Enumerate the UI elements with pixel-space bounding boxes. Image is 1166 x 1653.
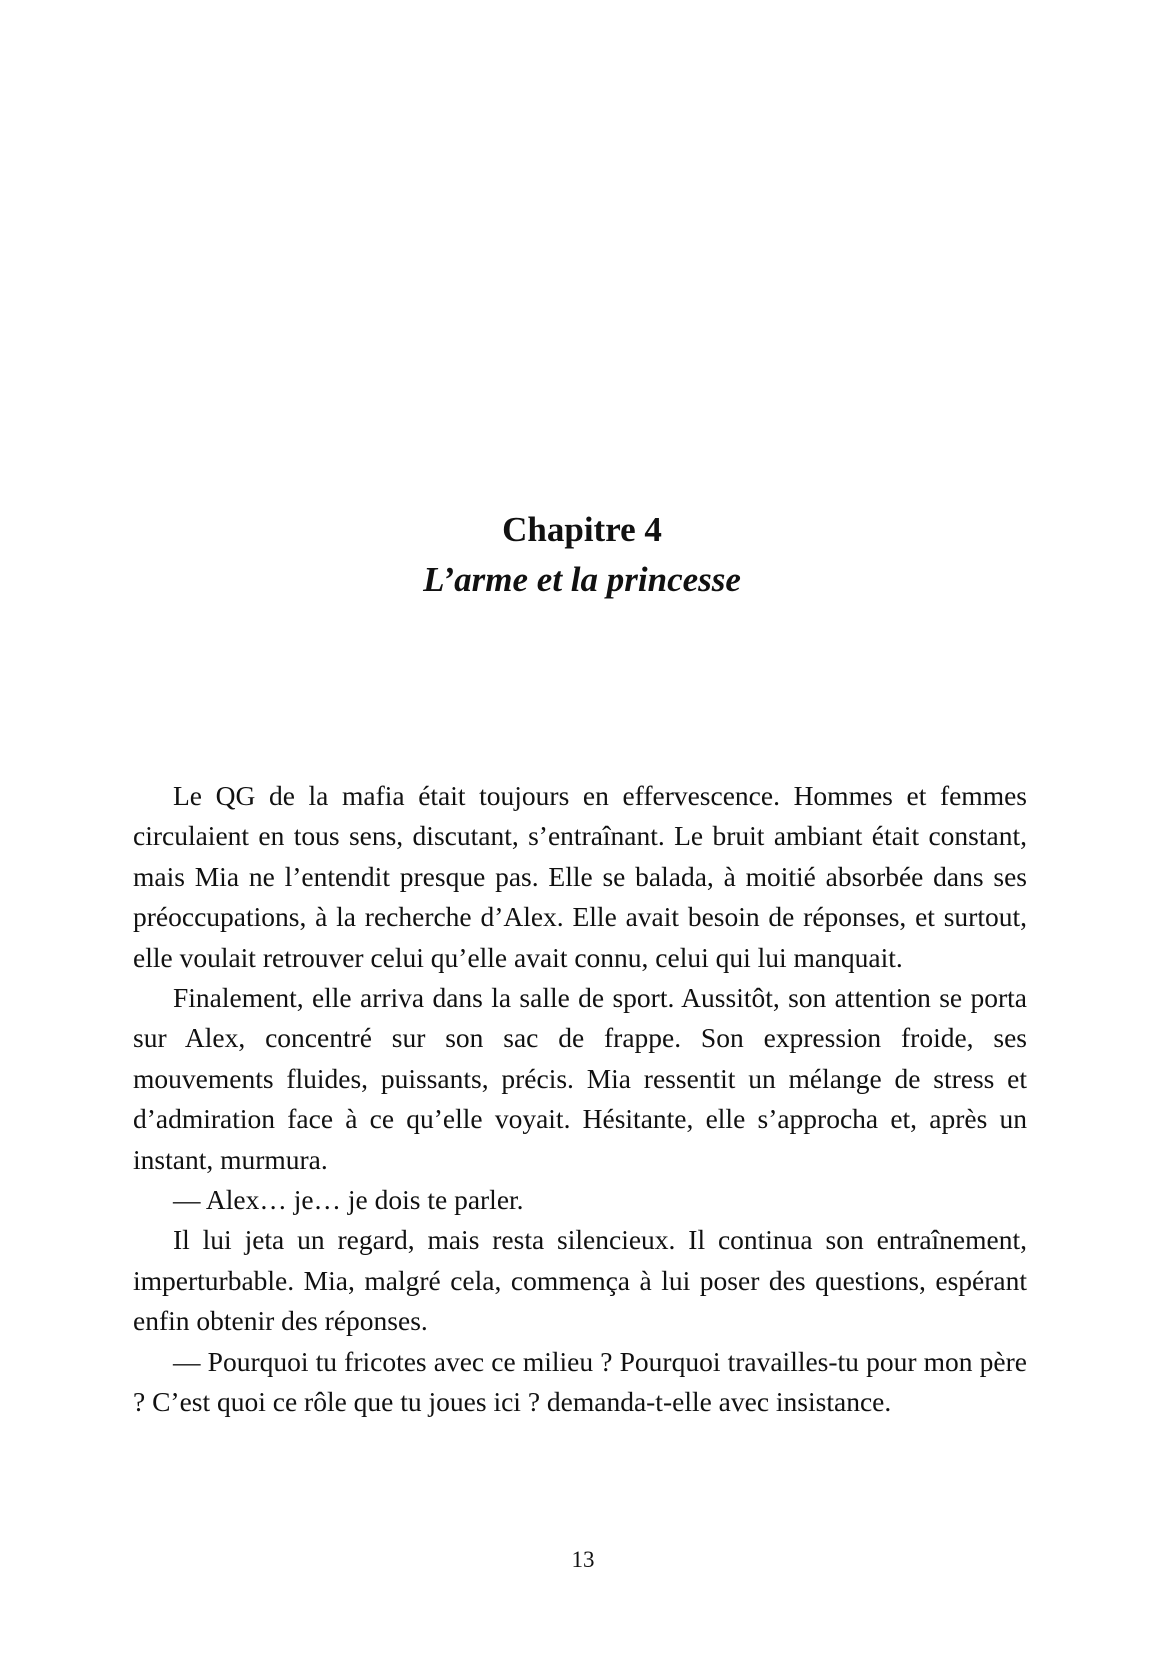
dialogue-line: — Pourquoi tu fricotes avec ce milieu ? Pourquoi travailles-tu pour mon père ? C’est quoi ce rôle que tu joues ici ? demanda-t-elle avec insistance. <box>133 1345 1027 1418</box>
chapter-title: Chapitre 4 <box>502 510 662 549</box>
chapter-body <box>133 776 1027 1423</box>
paragraph: Il lui jeta un regard, mais resta silencieux. Il continua son entraînement, imperturbable. Mia, malgré cela, commença à lui poser des questions, espérant enfin obtenir des réponses. <box>133 1224 1027 1337</box>
dialogue-line: — Alex… je… je dois te parler. <box>173 1184 524 1216</box>
paragraph: Le QG de la mafia était toujours en effervescence. Hommes et femmes circulaient en tous sens, discutant, s’entraînant. Le bruit ambiant était constant, mais Mia ne l’entendit presque pas. Elle se balada, à moitié absorbée dans ses préoccupations, à la recherche d’Alex. Elle avait besoin de réponses, et surtout, elle voulait retrouver celui qu’elle avait connu, celui qui lui manquait. <box>133 780 1027 973</box>
chapter-subtitle: L’arme et la princesse <box>423 560 741 599</box>
chapter-heading <box>0 510 1166 600</box>
paragraph: Finalement, elle arriva dans la salle de sport. Aussitôt, son attention se porta sur Alex, concentré sur son sac de frappe. Son expression froide, ses mouvements fluides, puissants, précis. Mia ressentit un mélange de stress et d’admiration face à ce qu’elle voyait. Hésitante, elle s’approcha et, après un instant, murmura. <box>133 982 1027 1175</box>
page-number: 13 <box>571 1547 595 1572</box>
